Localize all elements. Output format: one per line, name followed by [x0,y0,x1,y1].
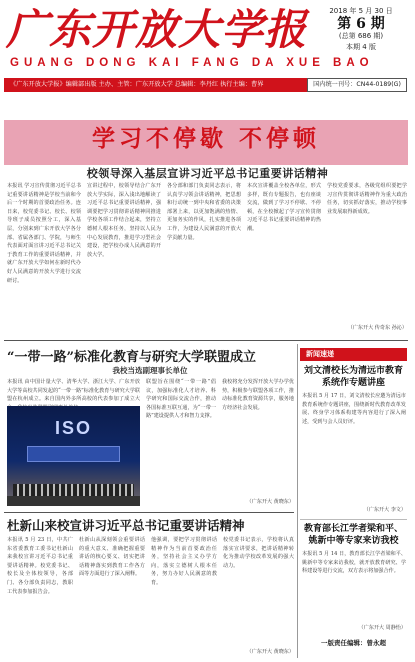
cn-number: 国内统一刊号：CN44-0189(G) [307,78,407,92]
article2-column-3: 我校将充分发挥开放大学办学优势，积极参与联盟各项工作，推动标准化教育资源共享，服务地方经济社会发展。 [222,379,294,411]
page-editor: 一版责任编辑：曾永超 [321,639,386,647]
article2-column-1: 本报讯 由中国计量大学、清华大学、浙江大学、广东开放大学等高校共同发起的“一带一路”标准化教育与研究大学联盟在杭州成立。来自国内外多所高校的代表参加了成立大 [7,379,140,403]
article3-column-1: 本报讯 5 月 23 日，中共广东省委教育工委书记杜新山来我校宣讲习近平总书记重要讲话精神。校党委书记、校长及全体校领导，各部门、各分部负责同志，教职工代表参加报告会。 [7,537,73,595]
article2-author: （广东开大 黄晓东） [246,499,294,505]
article2-column-2: 联盟旨在围绕“一带一路”倡议，加强标准化人才培养、科学研究和国际交流合作，推动各国标准互联互通，为“一带一路”建设提供人才和智力支撑。 [146,379,216,420]
lead-headline-box [4,120,408,165]
newspaper-title: 广东开放大学报 [6,5,308,54]
sidebar-divider [297,344,298,658]
lead-article-author: （广东开大 传奇东 孙沁） [347,325,407,331]
article3-column-4: 校党委书记表示，学校将认真落实宣讲要求，把讲话精神转化为推动学校改革发展的强大动力。 [223,537,294,569]
lead-article-column-4: 本次宣讲覆盖全校各单位，形式多样，既有专题报告，也有座谈交流，做到了学习不停歇、不停顿，在全校掀起了学习宣传贯彻习近平总书记重要讲话精神的热潮。 [247,183,321,232]
lead-article-column-1: 本报讯 学习宣传贯彻习近平总书记重要讲话精神是学校当前和今后一个时期的首要政治任务。连日来，校党委书记、校长、校领导班子成员按照分工，深入基层，分别来到广东开放大学各分部、省属各部门、学院，与师生代表面对面宣讲习近平总书记关于教育工作的重要讲话精神，并就广东开放大学如何在新时代办好人民满意的开放大学进行交流研讨。 [7,183,81,284]
lead-headline: 学习不停歇 不停顿 [91,125,320,152]
photo-speakers [13,484,134,496]
photo-audience [7,496,140,506]
lead-article-column-3: 各分部和部门负责同志表示，将认真学习领会讲话精神，把思想和行动统一到中央和省委的决策部署上来，以更加饱满的热情、更加务实的作风，扎实推进各项工作，为建设人民满意的开放大学贡献力量。 [167,183,241,241]
total-issue: (总第 686 期) [338,32,384,40]
brief-1-text: 本报讯 5 月 17 日，刘文清校长应邀为清远市教育系统作专题讲座，围绕新时代教育改革发展、终身学习体系构建等内容进行了深入阐述，受到与会人员好评。 [302,393,406,425]
newspaper-pinyin: GUANG DONG KAI FANG DA XUE BAO [10,57,374,69]
divider [4,340,408,341]
issue-number: 第 6 期 [337,16,385,32]
lead-subheadline: 校领导深入基层宣讲习近平总书记重要讲话精神 [86,167,329,180]
masthead [0,0,415,100]
article3-column-3: 他强调，要把学习贯彻讲话精神作为当前首要政治任务，坚持社会主义办学方向，落实立德树人根本任务，努力办好人民满意的教育。 [151,537,217,586]
lead-article-column-5: 学校党委要求，各级党组织要把学习宣传贯彻讲话精神作为重大政治任务，切实抓好落实，推动学校事业发展取得新成效。 [327,183,407,215]
brief-2-headline: 教育部长江学者梁和平、姚新中等专家来访我校 [303,524,403,546]
brief-2-author: （广东开大 周静怡） [358,625,406,631]
news-brief-label: 新闻速递 [300,348,407,361]
issue-date: 2018 年 5 月 30 日 [329,7,393,15]
brief-1-headline: 刘文清校长为清远市教育系统作专题讲座 [303,366,403,388]
article3-headline: 杜新山来校宣讲习近平总书记重要讲话精神 [7,518,245,533]
lead-article-column-2: 宣讲过程中，校领导结合广东开放大学实际，深入浅出地解读了习近平总书记重要讲话精神，强调要把学习贯彻讲话精神同推进学校各项工作结合起来，坚持立德树人根本任务，坚持以人民为中心发展教育，推进学习型社会建设，把学校办成人民满意的开放大学。 [87,183,161,258]
article3-author: （广东开大 黄晓东） [246,649,294,655]
article3-column-2: 杜新山从深刻领会重要讲话的重大意义、准确把握重要讲话的核心要义、切实把讲话精神落实到教育工作各方面等方面进行了深入阐释。 [79,537,145,578]
photo-stage-text: ISO [54,418,92,438]
divider [4,512,294,513]
issue-info [315,6,407,52]
brief-2-text: 本报讯 5 月 14 日，教育部长江学者梁和平、姚新中等专家来访我校，就开放教育研究、学科建设等进行交流，双方表示将加强合作。 [302,551,406,575]
conference-photo [7,406,140,506]
page-count: 本期 4 版 [346,43,376,51]
publisher-bar: 《广东开放大学报》编辑部出版 主办、主管：广东开放大学 总编辑：李丹红 执行主编：曹界 [4,78,311,92]
article2-subheadline: 我校当选副理事长单位 [112,366,188,375]
divider [300,519,407,520]
brief-1-author: （广东开大 李文） [363,507,406,513]
photo-screen [27,446,120,462]
article2-headline: “一带一路”标准化教育与研究大学联盟成立 [7,350,256,365]
